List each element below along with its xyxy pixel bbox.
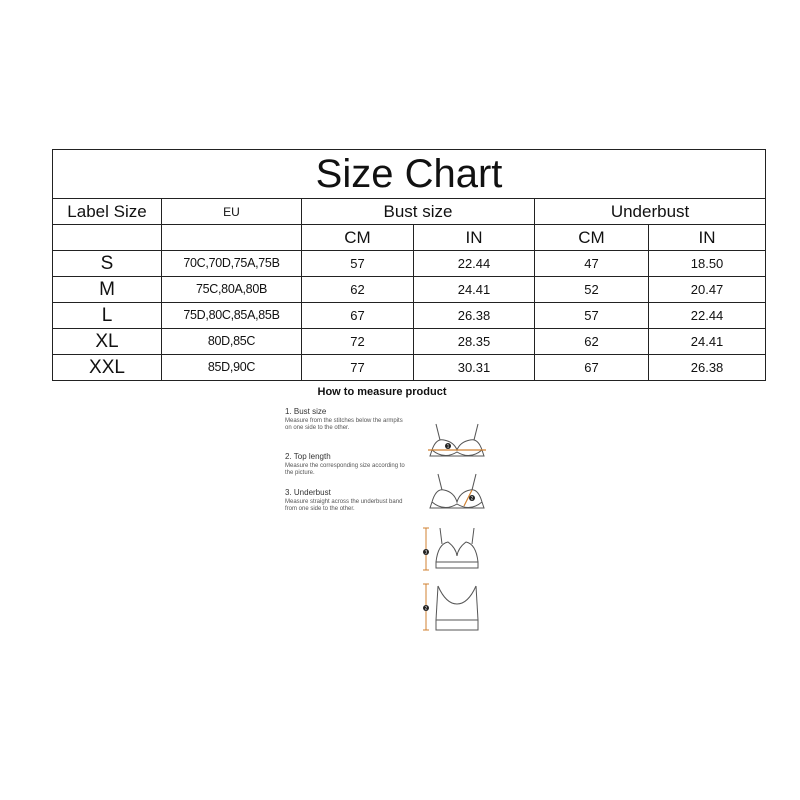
eu-cell: 80D,85C xyxy=(162,329,302,355)
underbust-cm-cell: 52 xyxy=(535,277,649,303)
underbust-in-cell: 24.41 xyxy=(649,329,766,355)
bust-in-cell: 26.38 xyxy=(414,303,535,329)
underbust-cm-cell: 57 xyxy=(535,303,649,329)
bust-in-cell: 30.31 xyxy=(414,355,535,381)
step-description: Measure the corresponding size according to the picture. xyxy=(285,463,405,476)
bust-cm-cell: 57 xyxy=(302,251,414,277)
bust-in-cell: 28.35 xyxy=(414,329,535,355)
size-cell: S xyxy=(53,251,162,277)
eu-header: EU xyxy=(162,199,302,225)
size-cell: L xyxy=(53,303,162,329)
underbust-cm-header: CM xyxy=(535,225,649,251)
bust-cm-cell: 77 xyxy=(302,355,414,381)
crop-bra-length-sketch xyxy=(416,582,492,634)
step-underbust xyxy=(285,488,405,513)
underbust-in-cell: 26.38 xyxy=(649,355,766,381)
measure-guide-title: How to measure product xyxy=(317,386,447,398)
eu-cell: 85D,90C xyxy=(162,355,302,381)
underbust-in-cell: 22.44 xyxy=(649,303,766,329)
marker-label: 2 xyxy=(470,495,474,501)
underbust-header: Underbust xyxy=(535,199,766,225)
step-description: Measure from the stitches below the armpits on one side to the other. xyxy=(285,418,403,431)
size-cell: XXL xyxy=(53,355,162,381)
bust-cm-cell: 72 xyxy=(302,329,414,355)
size-chart-table xyxy=(52,149,766,381)
bust-cm-cell: 62 xyxy=(302,277,414,303)
step-title: 1. Bust size xyxy=(285,407,327,416)
underbust-cm-cell: 47 xyxy=(535,251,649,277)
underbust-in-header: IN xyxy=(649,225,766,251)
table-row xyxy=(53,329,766,355)
step-top-length xyxy=(285,452,405,477)
table-row xyxy=(53,251,766,277)
bust-size-header: Bust size xyxy=(302,199,535,225)
blank-unit-cell xyxy=(162,225,302,251)
eu-cell: 75D,80C,85A,85B xyxy=(162,303,302,329)
measure-guide xyxy=(282,386,482,636)
bust-in-cell: 22.44 xyxy=(414,251,535,277)
bralette-length-sketch xyxy=(416,526,492,574)
eu-cell: 70C,70D,75A,75B xyxy=(162,251,302,277)
bust-in-header: IN xyxy=(414,225,535,251)
bra-top-length-sketch xyxy=(426,472,488,516)
step-bust xyxy=(285,407,405,432)
size-chart-title: Size Chart xyxy=(53,150,766,199)
step-description: Measure straight across the underbust band from one side to the other. xyxy=(285,499,403,512)
underbust-cm-cell: 62 xyxy=(535,329,649,355)
underbust-in-cell: 20.47 xyxy=(649,277,766,303)
size-cell: M xyxy=(53,277,162,303)
table-row xyxy=(53,355,766,381)
step-title: 3. Underbust xyxy=(285,488,331,497)
underbust-in-cell: 18.50 xyxy=(649,251,766,277)
blank-unit-cell xyxy=(53,225,162,251)
table-row xyxy=(53,277,766,303)
step-title: 2. Top length xyxy=(285,452,331,461)
bust-cm-cell: 67 xyxy=(302,303,414,329)
eu-cell: 75C,80A,80B xyxy=(162,277,302,303)
underbust-cm-cell: 67 xyxy=(535,355,649,381)
table-row xyxy=(53,303,766,329)
bust-in-cell: 24.41 xyxy=(414,277,535,303)
marker-label: 3 xyxy=(424,549,428,555)
marker-label: 2 xyxy=(424,605,428,611)
bra-bust-sketch xyxy=(426,420,488,464)
bust-cm-header: CM xyxy=(302,225,414,251)
marker-label: 1 xyxy=(446,443,450,449)
size-cell: XL xyxy=(53,329,162,355)
label-size-header: Label Size xyxy=(53,199,162,225)
